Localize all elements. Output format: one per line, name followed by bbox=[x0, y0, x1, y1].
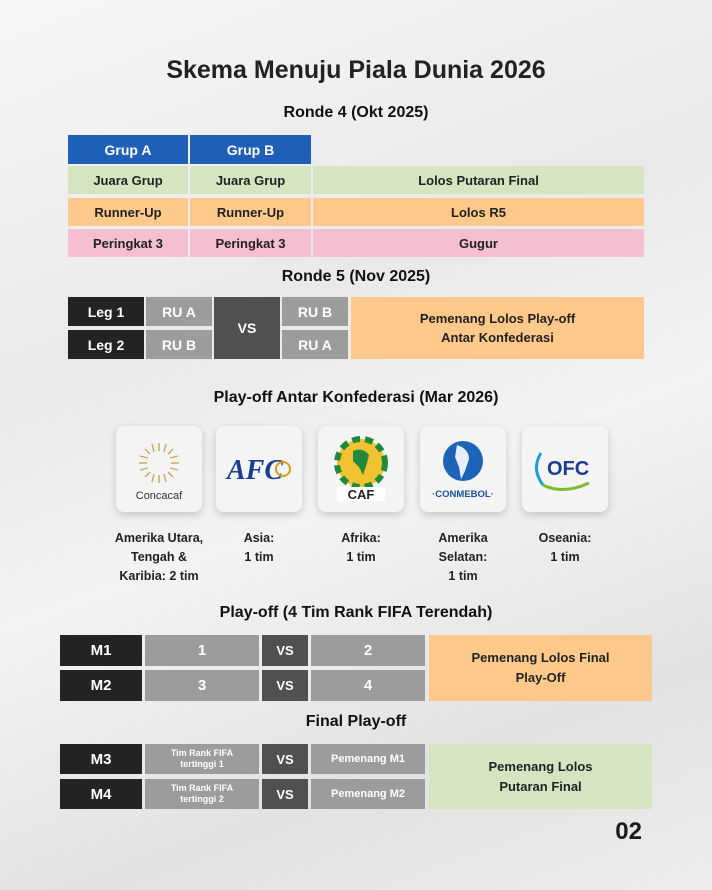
round5-result bbox=[351, 297, 644, 359]
leg2-home: RU B bbox=[146, 330, 212, 359]
caf-logo-card bbox=[318, 426, 404, 512]
leg1-label: Leg 1 bbox=[68, 297, 144, 326]
m2-away: 4 bbox=[311, 670, 425, 701]
m1-home: 1 bbox=[145, 635, 259, 666]
m1-label: M1 bbox=[60, 635, 142, 666]
m4-vs: VS bbox=[262, 779, 308, 809]
afc-text: Asia: 1 tim bbox=[243, 531, 275, 564]
page-title: Skema Menuju Piala Dunia 2026 bbox=[166, 56, 546, 84]
r4-row3-b: Peringkat 3 bbox=[190, 229, 311, 257]
r4-row2-a: Runner-Up bbox=[68, 198, 188, 226]
concacaf-logo-card bbox=[116, 426, 202, 512]
final-heading: Final Play-off bbox=[305, 713, 407, 730]
m1-vs: VS bbox=[262, 635, 308, 666]
svg-text:AFC: AFC bbox=[227, 455, 284, 486]
round5-vs: VS bbox=[214, 297, 280, 359]
leg1-home: RU A bbox=[146, 297, 212, 326]
caf-logo-icon bbox=[323, 431, 399, 507]
m4-label: M4 bbox=[60, 779, 142, 809]
svg-text:CAF: CAF bbox=[347, 487, 375, 502]
round5-heading: Ronde 5 (Nov 2025) bbox=[281, 268, 431, 285]
leg1-away: RU B bbox=[282, 297, 348, 326]
concacaf-text: Amerika Utara, Tengah & Karibia: 2 tim bbox=[114, 531, 204, 583]
concacaf-logo-icon bbox=[119, 429, 199, 509]
m2-label: M2 bbox=[60, 670, 142, 701]
intercontinental-heading: Play-off Antar Konfederasi (Mar 2026) bbox=[213, 389, 499, 406]
group-b-header: Grup B bbox=[190, 135, 311, 164]
final-result-line1: Pemenang Lolos bbox=[488, 758, 593, 774]
r4-row2-result: Lolos R5 bbox=[313, 198, 644, 226]
m3-home: Tim Rank FIFA tertinggi 1 bbox=[145, 744, 259, 774]
svg-text:Concacaf: Concacaf bbox=[135, 490, 183, 502]
group-a-header: Grup A bbox=[68, 135, 188, 164]
m1-away: 2 bbox=[311, 635, 425, 666]
r4-row3-result: Gugur bbox=[313, 229, 644, 257]
ofc-logo-icon bbox=[527, 439, 603, 499]
m3-label: M3 bbox=[60, 744, 142, 774]
r4-row1-result: Lolos Putaran Final bbox=[313, 166, 644, 194]
round4-heading: Ronde 4 (Okt 2025) bbox=[283, 104, 429, 121]
page-number: 02 bbox=[615, 818, 642, 845]
ofc-logo-card bbox=[522, 426, 608, 512]
r4-row2-b: Runner-Up bbox=[190, 198, 311, 226]
m2-home: 3 bbox=[145, 670, 259, 701]
final-result-line2: Putaran Final bbox=[499, 778, 582, 794]
m3-away: Pemenang M1 bbox=[311, 744, 425, 774]
afc-logo-icon bbox=[219, 439, 299, 499]
m4-away: Pemenang M2 bbox=[311, 779, 425, 809]
svg-text:OFC: OFC bbox=[547, 458, 590, 480]
ofc-text: Oseania: 1 tim bbox=[538, 531, 592, 564]
r4-row1-b: Juara Grup bbox=[190, 166, 311, 194]
m2-vs: VS bbox=[262, 670, 308, 701]
playoff-result-line2: Play-Off bbox=[515, 670, 566, 685]
playoff-heading: Play-off (4 Tim Rank FIFA Terendah) bbox=[219, 604, 493, 621]
playoff-result-line1: Pemenang Lolos Final bbox=[471, 650, 610, 665]
conmebol-logo-icon bbox=[423, 431, 503, 507]
conmebol-logo-card bbox=[420, 426, 506, 512]
m3-vs: VS bbox=[262, 744, 308, 774]
round5-result-line1: Pemenang Lolos Play-off bbox=[419, 311, 576, 326]
playoff-result bbox=[429, 635, 652, 701]
m4-home: Tim Rank FIFA tertinggi 2 bbox=[145, 779, 259, 809]
leg2-away: RU A bbox=[282, 330, 348, 359]
leg2-label: Leg 2 bbox=[68, 330, 144, 359]
conmebol-text: Amerika Selatan: 1 tim bbox=[438, 531, 488, 583]
caf-text: Afrika: 1 tim bbox=[341, 531, 381, 564]
svg-text:·CONMEBOL·: ·CONMEBOL· bbox=[432, 489, 494, 500]
r4-row1-a: Juara Grup bbox=[68, 166, 188, 194]
r4-row3-a: Peringkat 3 bbox=[68, 229, 188, 257]
round5-result-line2: Antar Konfederasi bbox=[441, 330, 554, 345]
afc-logo-card bbox=[216, 426, 302, 512]
final-result bbox=[429, 744, 652, 809]
